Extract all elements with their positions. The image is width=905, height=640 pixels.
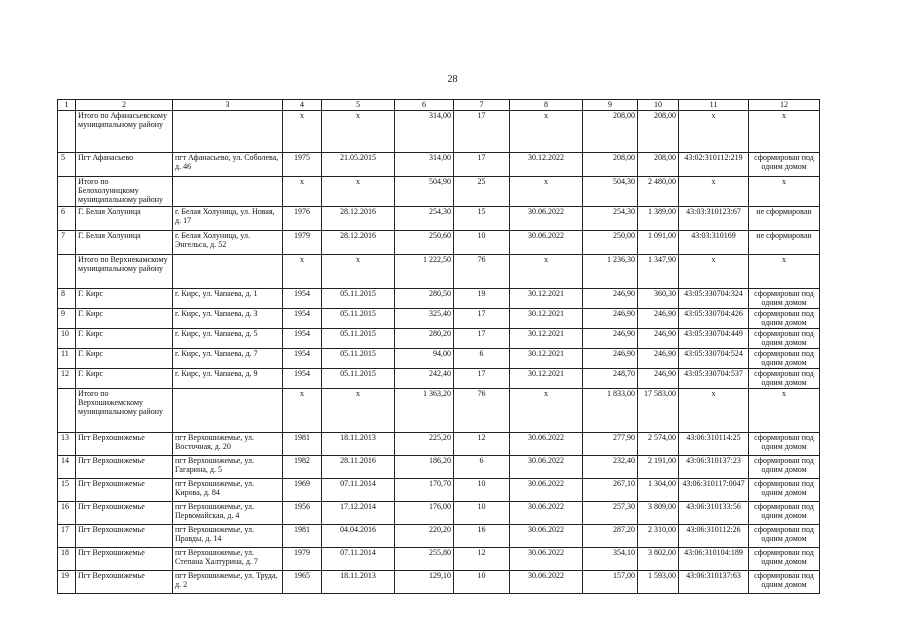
table-row: [58, 207, 820, 231]
cell-area: 255,80: [395, 548, 454, 571]
column-header-1: 1: [58, 100, 76, 111]
cell-living-area: 250,00: [583, 231, 638, 255]
cell-land-area: 3 802,00: [638, 548, 679, 571]
cell-row-number: 7: [58, 231, 76, 255]
cell-settlement: Г. Кирс: [76, 329, 173, 349]
cell-year: 1976: [283, 207, 322, 231]
cell-land-status: сформирован под одним домом: [749, 309, 820, 329]
cell-cadastral-number: 43:06:310112:26: [679, 525, 749, 548]
cell-residents: 76: [454, 389, 510, 433]
cell-deadline: 30.06.2022: [510, 548, 583, 571]
cell-row-number: 16: [58, 502, 76, 525]
cell-area: 280,20: [395, 329, 454, 349]
cell-deadline: 30.12.2022: [510, 153, 583, 177]
cell-living-area: 208,00: [583, 111, 638, 153]
cell-area: 314,00: [395, 153, 454, 177]
cell-residents: 19: [454, 289, 510, 309]
cell-year: x: [283, 389, 322, 433]
cell-area: 170,70: [395, 479, 454, 502]
cell-address: г. Кирс, ул. Чапаева, д. 5: [173, 329, 283, 349]
cell-deadline: 30.12.2021: [510, 289, 583, 309]
cell-settlement: Пгт Верхошижемье: [76, 433, 173, 456]
district-total-row: [58, 111, 820, 153]
cell-land-status: сформирован под одним домом: [749, 525, 820, 548]
table-body: [58, 111, 820, 594]
cell-area: 250,60: [395, 231, 454, 255]
cell-area: 1 222,50: [395, 255, 454, 289]
cell-cadastral-number: 43:06:310137:63: [679, 571, 749, 594]
cell-land-area: 3 809,00: [638, 502, 679, 525]
cell-address: г. Белая Холуница, ул. Новая, д. 17: [173, 207, 283, 231]
table-row: [58, 329, 820, 349]
cell-year: 1954: [283, 329, 322, 349]
cell-living-area: 232,40: [583, 456, 638, 479]
cell-settlement: Пгт Верхошижемье: [76, 456, 173, 479]
cell-residents: 17: [454, 329, 510, 349]
cell-row-number: 5: [58, 153, 76, 177]
cell-living-area: 287,20: [583, 525, 638, 548]
cell-land-status: сформирован под одним домом: [749, 456, 820, 479]
cell-living-area: 504,30: [583, 177, 638, 207]
cell-deadline: 30.06.2022: [510, 571, 583, 594]
cell-deadline: 30.06.2022: [510, 479, 583, 502]
cell-date: 18.11.2013: [322, 433, 395, 456]
cell-residents: 6: [454, 456, 510, 479]
cell-land-status: сформирован под одним домом: [749, 548, 820, 571]
cell-address: пгт Верхошижемье, ул. Степана Халтурина, д. 7: [173, 548, 283, 571]
cell-address: [173, 255, 283, 289]
cell-date: 07.11.2014: [322, 548, 395, 571]
cell-deadline: x: [510, 255, 583, 289]
cell-settlement: Пгт Верхошижемье: [76, 502, 173, 525]
cell-date: 28.12.2016: [322, 231, 395, 255]
cell-cadastral-number: 43:06:310133:56: [679, 502, 749, 525]
cell-year: 1965: [283, 571, 322, 594]
cell-date: 28.12.2016: [322, 207, 395, 231]
cell-area: 186,20: [395, 456, 454, 479]
cell-cadastral-number: x: [679, 389, 749, 433]
cell-cadastral-number: 43:06:310117:0047: [679, 479, 749, 502]
cell-date: x: [322, 177, 395, 207]
cell-land-area: 2 310,00: [638, 525, 679, 548]
cell-row-number: 11: [58, 349, 76, 369]
cell-date: 04.04.2016: [322, 525, 395, 548]
cell-date: 05.11.2015: [322, 309, 395, 329]
cell-living-area: 246,90: [583, 329, 638, 349]
cell-land-area: 208,00: [638, 111, 679, 153]
table-row: [58, 369, 820, 389]
column-header-6: 6: [395, 100, 454, 111]
cell-row-number: 15: [58, 479, 76, 502]
cell-land-area: 1 304,00: [638, 479, 679, 502]
cell-cadastral-number: 43:05:330704:324: [679, 289, 749, 309]
cell-residents: 25: [454, 177, 510, 207]
cell-date: 07.11.2014: [322, 479, 395, 502]
cell-year: 1969: [283, 479, 322, 502]
cell-row-number: [58, 111, 76, 153]
cell-settlement: Пгт Верхошижемье: [76, 548, 173, 571]
cell-settlement: Пгт Афанасьево: [76, 153, 173, 177]
cell-living-area: 248,70: [583, 369, 638, 389]
cell-deadline: 30.06.2022: [510, 525, 583, 548]
column-header-2: 2: [76, 100, 173, 111]
cell-living-area: 157,00: [583, 571, 638, 594]
cell-residents: 10: [454, 479, 510, 502]
cell-settlement: Итого по Афанасьевскому муниципальному району: [76, 111, 173, 153]
cell-land-status: не сформирован: [749, 231, 820, 255]
table-header: [58, 100, 820, 111]
cell-address: пгт Верхошижемье, ул. Гагарина, д. 5: [173, 456, 283, 479]
cell-area: 242,40: [395, 369, 454, 389]
cell-address: [173, 177, 283, 207]
cell-area: 129,10: [395, 571, 454, 594]
cell-area: 254,30: [395, 207, 454, 231]
cell-living-area: 246,90: [583, 289, 638, 309]
cell-settlement: Г. Белая Холуница: [76, 207, 173, 231]
cell-land-status: сформирован под одним домом: [749, 289, 820, 309]
cell-cadastral-number: 43:06:310114:25: [679, 433, 749, 456]
cell-settlement: Г. Кирс: [76, 369, 173, 389]
cell-land-status: сформирован под одним домом: [749, 349, 820, 369]
cell-area: 325,40: [395, 309, 454, 329]
cell-date: 05.11.2015: [322, 369, 395, 389]
cell-area: 504,90: [395, 177, 454, 207]
cell-address: пгт Верхошижемье, ул. Труда, д. 2: [173, 571, 283, 594]
cell-residents: 6: [454, 349, 510, 369]
table-row: [58, 309, 820, 329]
cell-residents: 10: [454, 231, 510, 255]
cell-settlement: Пгт Верхошижемье: [76, 479, 173, 502]
column-header-12: 12: [749, 100, 820, 111]
column-header-10: 10: [638, 100, 679, 111]
cell-settlement: Итого по Верхошижемскому муниципальному району: [76, 389, 173, 433]
cell-settlement: Пгт Верхошижемье: [76, 525, 173, 548]
column-header-4: 4: [283, 100, 322, 111]
cell-land-area: 246,90: [638, 309, 679, 329]
cell-deadline: 30.06.2022: [510, 207, 583, 231]
cell-cadastral-number: x: [679, 255, 749, 289]
district-total-row: [58, 255, 820, 289]
cell-land-area: 1 347,90: [638, 255, 679, 289]
page-number: 28: [447, 74, 458, 85]
cell-land-area: 2 574,00: [638, 433, 679, 456]
table-row: [58, 525, 820, 548]
registry-table: [57, 99, 820, 594]
cell-residents: 16: [454, 525, 510, 548]
cell-year: x: [283, 255, 322, 289]
cell-living-area: 254,30: [583, 207, 638, 231]
cell-deadline: 30.06.2022: [510, 502, 583, 525]
cell-address: г. Кирс, ул. Чапаева, д. 7: [173, 349, 283, 369]
cell-date: 18.11.2013: [322, 571, 395, 594]
cell-settlement: Итого по Верхнекамскому муниципальному району: [76, 255, 173, 289]
cell-residents: 17: [454, 111, 510, 153]
cell-cadastral-number: 43:06:310137:23: [679, 456, 749, 479]
cell-row-number: 19: [58, 571, 76, 594]
cell-residents: 17: [454, 153, 510, 177]
district-total-row: [58, 177, 820, 207]
cell-year: 1975: [283, 153, 322, 177]
cell-deadline: 30.06.2022: [510, 433, 583, 456]
cell-land-status: не сформирован: [749, 207, 820, 231]
table-row: [58, 231, 820, 255]
cell-address: [173, 111, 283, 153]
column-header-3: 3: [173, 100, 283, 111]
cell-area: 220,20: [395, 525, 454, 548]
cell-settlement: Г. Белая Холуница: [76, 231, 173, 255]
cell-deadline: 30.12.2021: [510, 309, 583, 329]
cell-date: 21.05.2015: [322, 153, 395, 177]
table-row: [58, 456, 820, 479]
cell-settlement: Г. Кирс: [76, 349, 173, 369]
cell-living-area: 354,10: [583, 548, 638, 571]
cell-row-number: 6: [58, 207, 76, 231]
cell-land-area: 1 389,00: [638, 207, 679, 231]
cell-address: г. Кирс, ул. Чапаева, д. 9: [173, 369, 283, 389]
cell-year: x: [283, 177, 322, 207]
cell-cadastral-number: 43:06:310104:189: [679, 548, 749, 571]
cell-address: пгт Верхошижемье, ул. Первомайская, д. 4: [173, 502, 283, 525]
cell-row-number: 17: [58, 525, 76, 548]
cell-residents: 12: [454, 433, 510, 456]
table-row: [58, 153, 820, 177]
cell-address: пгт Верхошижемье, ул. Правды, д. 14: [173, 525, 283, 548]
cell-area: 1 363,20: [395, 389, 454, 433]
table-row: [58, 502, 820, 525]
cell-date: 05.11.2015: [322, 289, 395, 309]
cell-row-number: [58, 177, 76, 207]
district-total-row: [58, 389, 820, 433]
cell-land-area: 360,30: [638, 289, 679, 309]
cell-year: 1981: [283, 433, 322, 456]
cell-address: пгт Верхошижемье, ул. Кирова, д. 84: [173, 479, 283, 502]
cell-address: г. Белая Холуница, ул. Энгельса, д. 52: [173, 231, 283, 255]
cell-year: 1956: [283, 502, 322, 525]
cell-date: 17.12.2014: [322, 502, 395, 525]
cell-year: 1954: [283, 349, 322, 369]
cell-year: 1981: [283, 525, 322, 548]
cell-living-area: 257,30: [583, 502, 638, 525]
cell-settlement: Пгт Верхошижемье: [76, 571, 173, 594]
cell-residents: 15: [454, 207, 510, 231]
cell-date: x: [322, 389, 395, 433]
cell-address: г. Кирс, ул. Чапаева, д. 1: [173, 289, 283, 309]
cell-cadastral-number: x: [679, 111, 749, 153]
cell-year: 1954: [283, 309, 322, 329]
cell-land-area: 246,90: [638, 369, 679, 389]
cell-living-area: 1 833,00: [583, 389, 638, 433]
cell-deadline: x: [510, 389, 583, 433]
cell-area: 94,00: [395, 349, 454, 369]
cell-row-number: 14: [58, 456, 76, 479]
cell-land-area: 2 480,00: [638, 177, 679, 207]
cell-row-number: 13: [58, 433, 76, 456]
cell-deadline: 30.06.2022: [510, 231, 583, 255]
cell-residents: 10: [454, 502, 510, 525]
cell-row-number: [58, 389, 76, 433]
cell-land-area: 1 091,00: [638, 231, 679, 255]
cell-living-area: 246,90: [583, 309, 638, 329]
cell-year: 1979: [283, 231, 322, 255]
cell-settlement: Г. Кирс: [76, 289, 173, 309]
cell-residents: 17: [454, 309, 510, 329]
cell-land-status: сформирован под одним домом: [749, 369, 820, 389]
cell-address: пгт Афанасьево, ул. Соболева, д. 46: [173, 153, 283, 177]
cell-address: пгт Верхошижемье, ул. Восточная, д. 20: [173, 433, 283, 456]
cell-row-number: 9: [58, 309, 76, 329]
cell-land-area: 1 593,00: [638, 571, 679, 594]
cell-living-area: 267,10: [583, 479, 638, 502]
table-row: [58, 289, 820, 309]
column-header-5: 5: [322, 100, 395, 111]
cell-land-status: сформирован под одним домом: [749, 479, 820, 502]
cell-settlement: Итого по Белохолуницкому муниципальному району: [76, 177, 173, 207]
cell-address: [173, 389, 283, 433]
cell-row-number: 12: [58, 369, 76, 389]
cell-land-status: x: [749, 389, 820, 433]
cell-date: 05.11.2015: [322, 329, 395, 349]
table-row: [58, 349, 820, 369]
cell-deadline: 30.12.2021: [510, 369, 583, 389]
cell-land-area: 17 583,00: [638, 389, 679, 433]
cell-living-area: 277,90: [583, 433, 638, 456]
cell-address: г. Кирс, ул. Чапаева, д. 3: [173, 309, 283, 329]
cell-deadline: x: [510, 111, 583, 153]
cell-land-area: 246,90: [638, 349, 679, 369]
cell-area: 176,00: [395, 502, 454, 525]
cell-land-status: сформирован под одним домом: [749, 153, 820, 177]
cell-living-area: 208,00: [583, 153, 638, 177]
header-row: [58, 100, 820, 111]
cell-land-area: 246,90: [638, 329, 679, 349]
cell-row-number: 8: [58, 289, 76, 309]
cell-area: 314,00: [395, 111, 454, 153]
cell-deadline: 30.12.2021: [510, 349, 583, 369]
cell-deadline: x: [510, 177, 583, 207]
cell-year: x: [283, 111, 322, 153]
cell-living-area: 246,90: [583, 349, 638, 369]
cell-cadastral-number: 43:05:330704:524: [679, 349, 749, 369]
cell-cadastral-number: 43:03:310123:67: [679, 207, 749, 231]
cell-deadline: 30.12.2021: [510, 329, 583, 349]
cell-deadline: 30.06.2022: [510, 456, 583, 479]
cell-land-status: x: [749, 177, 820, 207]
cell-row-number: 18: [58, 548, 76, 571]
cell-row-number: [58, 255, 76, 289]
cell-cadastral-number: 43:05:330704:426: [679, 309, 749, 329]
cell-cadastral-number: x: [679, 177, 749, 207]
cell-land-area: 208,00: [638, 153, 679, 177]
cell-land-area: 2 191,00: [638, 456, 679, 479]
cell-settlement: Г. Кирс: [76, 309, 173, 329]
cell-land-status: сформирован под одним домом: [749, 433, 820, 456]
cell-residents: 12: [454, 548, 510, 571]
cell-land-status: сформирован под одним домом: [749, 502, 820, 525]
cell-row-number: 10: [58, 329, 76, 349]
cell-date: x: [322, 255, 395, 289]
cell-year: 1979: [283, 548, 322, 571]
column-header-8: 8: [510, 100, 583, 111]
cell-land-status: сформирован под одним домом: [749, 571, 820, 594]
cell-date: 05.11.2015: [322, 349, 395, 369]
cell-land-status: сформирован под одним домом: [749, 329, 820, 349]
table-row: [58, 548, 820, 571]
column-header-7: 7: [454, 100, 510, 111]
cell-cadastral-number: 43:05:330704:537: [679, 369, 749, 389]
cell-year: 1954: [283, 369, 322, 389]
cell-year: 1982: [283, 456, 322, 479]
cell-date: 28.11.2016: [322, 456, 395, 479]
cell-residents: 17: [454, 369, 510, 389]
cell-residents: 10: [454, 571, 510, 594]
cell-cadastral-number: 43:05:330704:449: [679, 329, 749, 349]
table-row: [58, 433, 820, 456]
table-row: [58, 479, 820, 502]
cell-land-status: x: [749, 111, 820, 153]
column-header-9: 9: [583, 100, 638, 111]
cell-year: 1954: [283, 289, 322, 309]
column-header-11: 11: [679, 100, 749, 111]
cell-residents: 76: [454, 255, 510, 289]
cell-area: 280,50: [395, 289, 454, 309]
cell-land-status: x: [749, 255, 820, 289]
cell-area: 225,20: [395, 433, 454, 456]
cell-living-area: 1 236,30: [583, 255, 638, 289]
cell-date: x: [322, 111, 395, 153]
cell-cadastral-number: 43:03:310169: [679, 231, 749, 255]
table-row: [58, 571, 820, 594]
cell-cadastral-number: 43:02:310112:219: [679, 153, 749, 177]
